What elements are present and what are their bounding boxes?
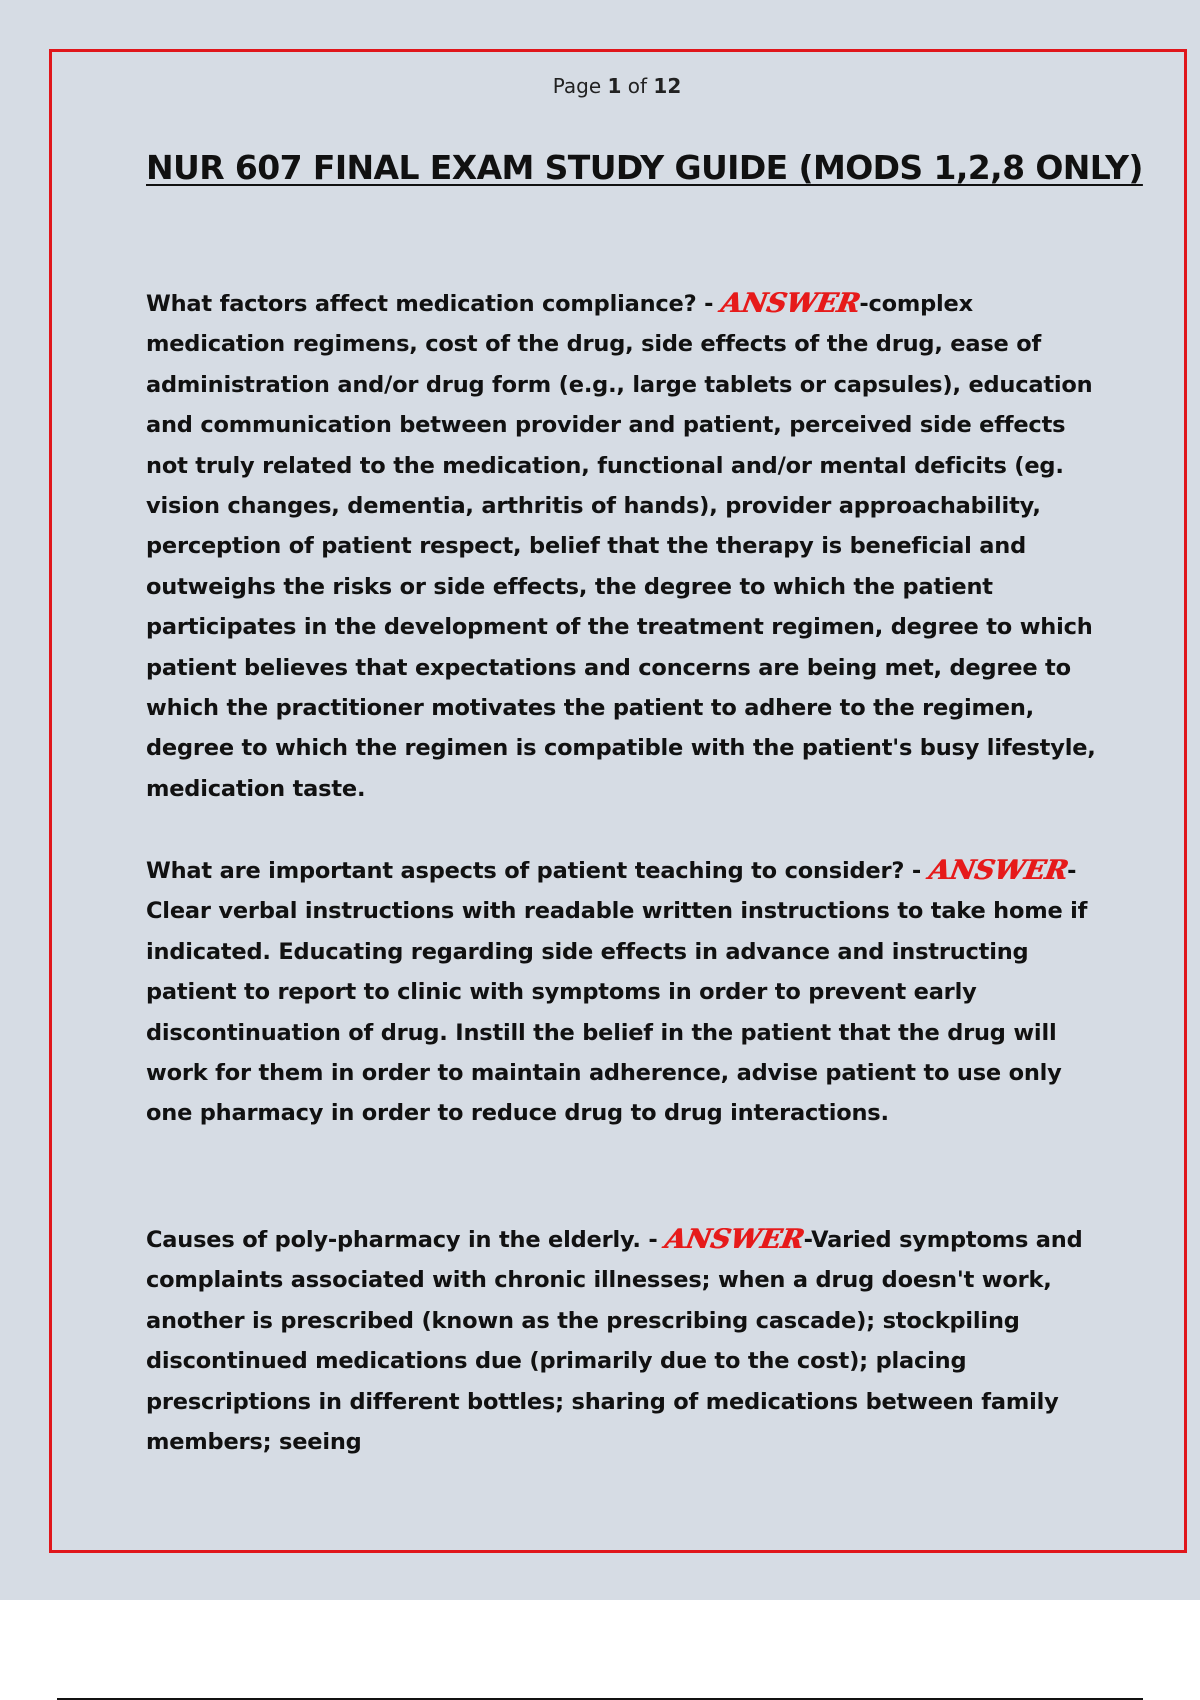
answer-tag: ANSWER [662, 1224, 807, 1255]
answer-tag: ANSWER [925, 855, 1070, 886]
answer-text: -Clear verbal instructions with readable written instructions to take home if indicated. Educating regarding side effects in advance and instructing patient to report to clinic with symptoms in order to prevent early discontinuation of drug. Instill the belief in the patient that the drug will work for them in order to maintain adherence, advise patient to use only one pharmacy in order to reduce drug to drug interactions. [146, 858, 1088, 1127]
page-label-prefix: Page [552, 74, 602, 98]
answer-text: -complex medication regimens, cost of the drug, side effects of the drug, ease of administration and/or drug form (e.g., large tablets or capsules), education and communication between provider and patient, perceived side effects not truly related to the medication, functional and/or mental deficits (eg. vision changes, dementia, arthritis of hands), provider approachability, perception of patient respect, belief that the therapy is beneficial and outweighs the risks or side effects, the degree to which the patient participates in the development of the treatment regimen, degree to which patient believes that expectations and concerns are being met, degree to which the practitioner motivates the patient to adhere to the regimen, degree to which the regimen is compatible with the patient's busy lifestyle, medication taste. [146, 291, 1096, 802]
page-total: 12 [653, 74, 682, 98]
answer-text: -Varied symptoms and complaints associated with chronic illnesses; when a drug doesn't work, another is prescribed (known as the prescribing cascade); stockpiling discontinued medications due (primarily due to the cost); placing prescriptions in different bottles; sharing of medications between family members; seeing [146, 1227, 1083, 1456]
qa-item-patient-teaching [146, 851, 1096, 1134]
page-current: 1 [607, 74, 622, 98]
question-text: What are important aspects of patient teaching to consider? - [146, 858, 929, 884]
answer-tag: ANSWER [718, 288, 863, 319]
page-label-middle: of [627, 74, 648, 98]
qa-item-medication-compliance [146, 284, 1096, 809]
question-text: Causes of poly-pharmacy in the elderly. - [146, 1227, 666, 1253]
document-title: NUR 607 FINAL EXAM STUDY GUIDE (MODS 1,2,8 ONLY) [146, 148, 1143, 187]
page-number [0, 74, 1200, 98]
qa-item-polypharmacy [146, 1220, 1096, 1462]
question-text: What factors affect medication compliance? - [146, 291, 721, 317]
